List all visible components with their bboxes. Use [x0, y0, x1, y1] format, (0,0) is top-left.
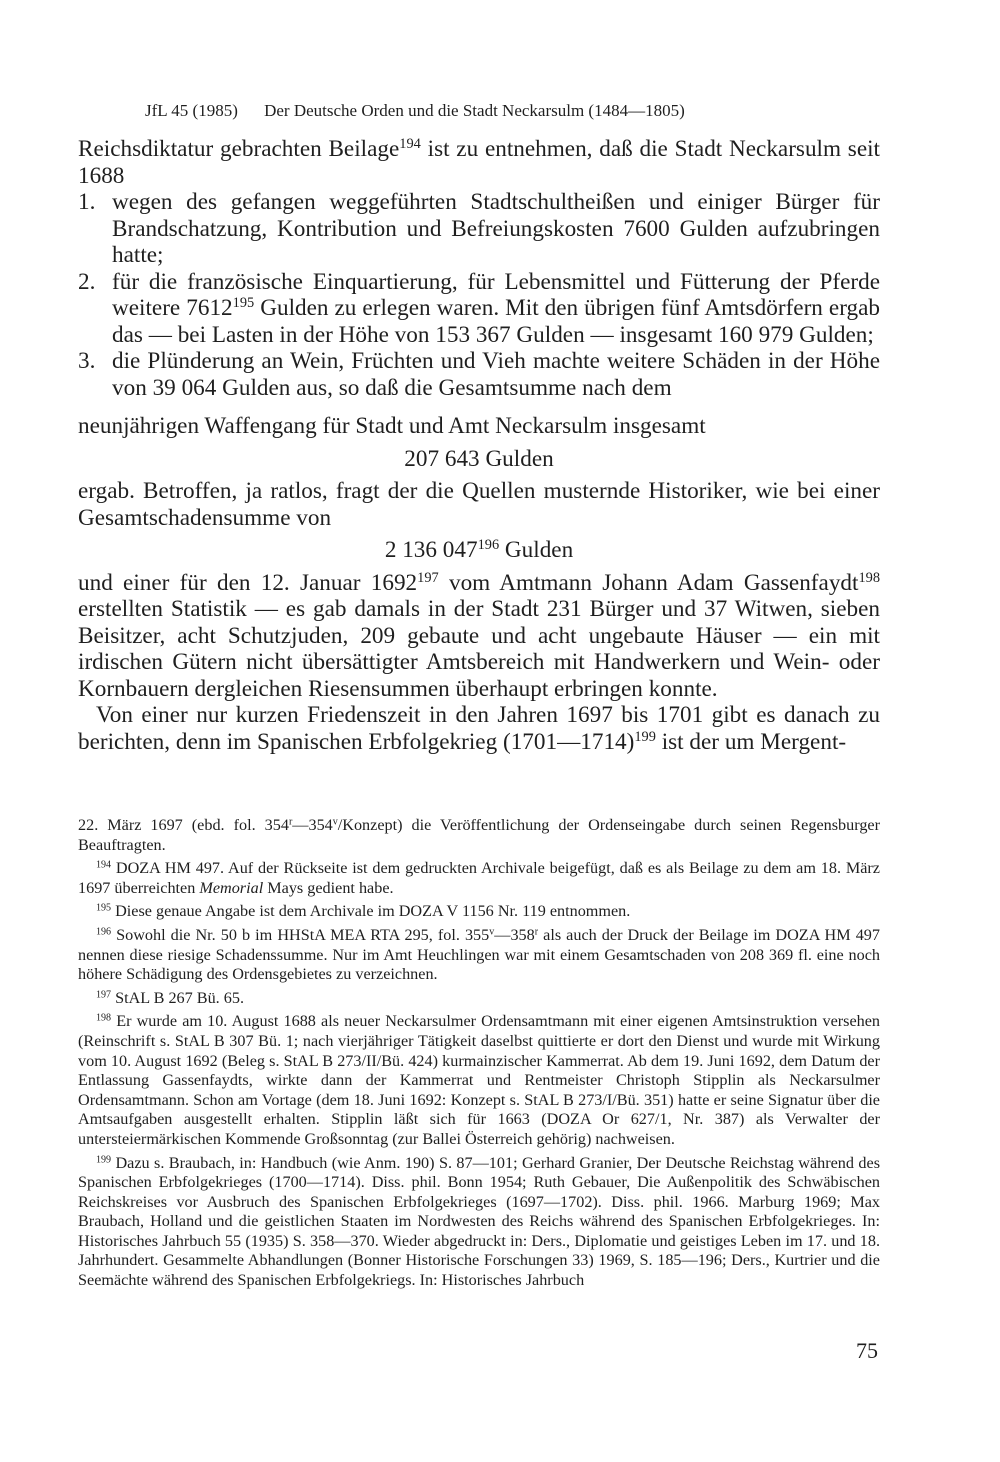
text-run: und einer für den 12. Januar 1692 — [78, 569, 418, 596]
footnote-number: 198 — [96, 1012, 112, 1024]
list-text: wegen des gefangen weggeführten Stadtschultheißen und einiger Bürger für Brandschatzung, Kontribution und Befreiungskosten 7600 Gulden aufzubringen hatte; — [112, 189, 880, 268]
text-run: Er wurde am 10. August 1688 als neuer Neckarsulmer Ordensamtmann mit einer eigenen Amtsinstruktion versehen (Reinschrift s. StAL B 307 Bü. 1; nach vierjähriger Tätigkeit daselbst quittierte er dort den Dienst und wurde mit Wirkung vom 10. August 1692 (Beleg s. StAL B 273/II/Bü. 424) kurmainzischer Kammerrat. Ab dem 19. Juni 1692, dem Datum der Entlassung Gassenfaydts, wirkte dann der Kammerrat und Rentmeister Christoph Stipplin als Neckarsulmer Ordensamtmann. Schon am Vortage (dem 18. Juni 1692: Konzept s. StAL B 273/I/Bü. 351) hatte er seine Signatur über die Amtsaufgaben ausgestellt erhalten. Stipplin läßt sich für 1663 (DOZA Or 627/1, Nr. 387) als Verwalter der untersteiermärkischen Kommende Großsonntag (zur Ballei Österreich gehörig) nachweisen. — [78, 1012, 880, 1148]
footnote-ref-198: 198 — [858, 569, 881, 586]
footnote-number: 196 — [96, 926, 112, 938]
footnote-195 — [78, 902, 880, 922]
text-run: —358 — [494, 925, 535, 944]
text-run: Von einer nur kurzen Friedenszeit in den Jahren 1697 bis 1701 gibt es danach zu berichten, denn im Spanischen Erbfolgekrieg (1701—1714) — [78, 702, 880, 755]
text-run: ist zu entnehmen, daß die Stadt Neckarsulm seit 1688 — [78, 136, 880, 189]
running-header — [145, 100, 865, 122]
footnote-199 — [78, 1154, 880, 1291]
paragraph: ergab. Betroffen, ja ratlos, fragt der die Quellen musternde Historiker, wie bei einer Gesamtschadensumme von — [78, 478, 880, 531]
list-text — [112, 269, 880, 349]
footnote-198 — [78, 1012, 880, 1149]
list-item — [78, 189, 880, 269]
paragraph — [78, 570, 880, 703]
text-run: Gulden zu erlegen waren. Mit den übrigen fünf Amtsdörfern ergab das — bei Lasten in der Höhe von 153 367 Gulden — insgesamt 160 979 Gulden; — [112, 295, 880, 348]
centered-sum — [78, 537, 880, 564]
text-run: —354 — [292, 816, 333, 834]
list-number: 1. — [78, 189, 96, 215]
superscript: v — [489, 926, 495, 938]
text-run: für die französische Einquartierung, für Lebensmittel und Fütterung der Pferde weitere 7612 — [112, 268, 880, 321]
footnote-ref-195: 195 — [232, 295, 255, 312]
superscript: v — [332, 816, 338, 828]
list-number: 2. — [78, 268, 96, 295]
text-run: StAL B 267 Bü. 65. — [111, 988, 245, 1007]
footnote-ref-199: 199 — [634, 728, 656, 745]
text-run: Gulden — [499, 537, 574, 563]
text-run: 2 136 047 — [384, 537, 478, 563]
footnote-number: 199 — [96, 1153, 112, 1165]
text-run: ist der um Mergent- — [655, 728, 847, 755]
footnotes — [78, 816, 880, 1295]
footnote-number: 194 — [96, 859, 112, 871]
text-run: Dazu s. Braubach, in: Handbuch (wie Anm. 190) S. 87—101; Gerhard Granier, Der Deutsche Reichstag während des Spanischen Erbfolgekrieges (1700—1714). Diss. phil. Bonn 1954; Ruth Gebauer, Die Außenpolitik des Schwäbischen Reichskreises vor Ausbruch des Spanischen Erbfolgekrieges (1697—1702). Diss. phil. 1966. Marburg 1969; Max Braubach, Holland und die geistlichen Staaten im Nordwesten des Reichs während des Spanischen Erbfolgekrieges. In: Historisches Jahrbuch 55 (1935) S. 358—370. Wieder abgedruckt in: Ders., Diplomatie und geistiges Leben im 17. und 18. Jahrhundert. Gesammelte Abhandlungen (Bonner Historische Forschungen 33) 1969, S. 185—196; Ders., Kurtrier und die Seemächte während des Spanischen Erbfolgekriegs. In: Historisches Jahrbuch — [78, 1153, 880, 1290]
text-run: als auch der Druck der Beilage im DOZA HM 497 nennen diese riesige Schadenssumme. Nur im Amt Heuchlingen war mit einem Gesamtschaden von 208 369 fl. eine noch höhere Schädigung des Ordensgebietes zu verzeichnen. — [78, 925, 880, 984]
journal-citation: JfL 45 (1985) — [145, 101, 238, 120]
paragraph: neunjährigen Waffengang für Stadt und Amt Neckarsulm insgesamt — [78, 413, 706, 439]
text-run: DOZA HM 497. Auf der Rückseite ist dem gedruckten Archivale beigefügt, daß es als Beilage zu dem am 18. März 1697 überreichten — [78, 859, 880, 897]
footnote-ref-194: 194 — [399, 136, 421, 153]
list-number: 3. — [78, 348, 96, 374]
footnote-ref-196: 196 — [477, 537, 500, 554]
footnote-194 — [78, 859, 880, 898]
text-run: Mays gedient habe. — [263, 878, 394, 897]
text-run: Reichsdiktatur gebrachten Beilage — [78, 136, 400, 162]
paragraph-intro — [78, 136, 880, 189]
text-run: /Konzept) die Veröffentlichung der Ordenseingabe durch seinen Regensburger Beauftragten. — [78, 816, 880, 854]
superscript: r — [288, 816, 293, 828]
text-run: Sowohl die Nr. 50 b im HHStA MEA RTA 295, fol. 355 — [111, 925, 490, 944]
centered-sum: 207 643 Gulden — [404, 445, 554, 472]
footnote-ref-197: 197 — [417, 569, 439, 586]
footnote-196 — [78, 926, 880, 985]
list-text: die Plünderung an Wein, Früchten und Vieh machte weitere Schäden in der Höhe von 39 064 Gulden aus, so daß die Gesamtsumme nach dem — [112, 348, 880, 401]
numbered-list — [78, 189, 880, 401]
paragraph — [78, 702, 880, 755]
text-run: Diese genaue Angabe ist dem Archivale im DOZA V 1156 Nr. 119 entnommen. — [111, 902, 631, 921]
text-run: erstellten Statistik — es gab damals in der Stadt 231 Bürger und 37 Witwen, sieben Beisitzer, acht Schutzjuden, 209 gebaute und acht ungebaute Häuser — ein mit irdischen Gütern nicht übersättigter Amtsbereich mit Handwerkern und Wein- oder Kornbauern dergleichen Riesensummen überhaupt erbringen konnte. — [78, 596, 880, 702]
text-run: 22. März 1697 (ebd. fol. 354 — [78, 816, 289, 834]
list-item — [78, 348, 880, 401]
text-run: vom Amtmann Johann Adam Gassenfaydt — [438, 569, 859, 596]
footnote-continuation — [78, 816, 880, 855]
footnote-number: 195 — [96, 902, 112, 914]
main-text — [78, 136, 880, 755]
footnote-197 — [78, 989, 880, 1009]
page-number: 75 — [856, 1338, 878, 1363]
italic-text: Memorial — [199, 878, 264, 897]
article-title: Der Deutsche Orden und die Stadt Neckarsulm (1484—1805) — [264, 101, 685, 120]
list-item — [78, 269, 880, 349]
superscript: r — [534, 926, 539, 938]
footnote-number: 197 — [96, 989, 112, 1001]
